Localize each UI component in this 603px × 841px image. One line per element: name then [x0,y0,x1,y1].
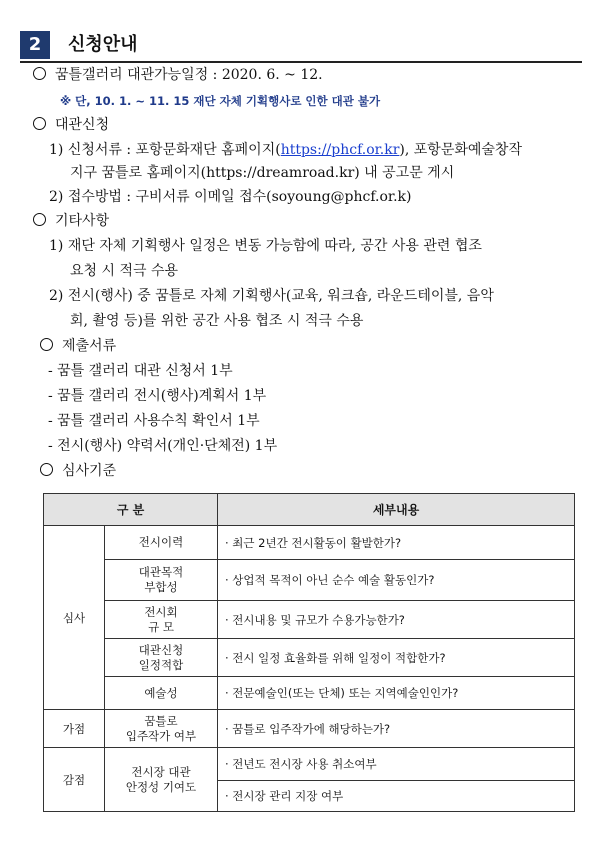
application-heading [33,115,109,135]
table-row [44,748,575,781]
circle-bullet-icon [40,463,53,476]
table-row [44,526,575,560]
table-row [44,677,575,710]
criteria-table [43,493,575,812]
row-desc: · 꿈틀로 입주작가에 해당하는가? [218,710,575,748]
circle-bullet-icon [33,67,46,80]
table-row [44,639,575,677]
circle-bullet-icon [33,213,46,226]
row-desc: · 전시장 관리 지장 여부 [218,781,575,812]
row-desc: · 최근 2년간 전시활동이 활발한가? [218,526,575,560]
row-desc: · 전문예술인(또는 단체) 또는 지역예술인인가? [218,677,575,710]
documents-line-2: 지구 꿈틀로 홈페이지(https://dreamroad.kr) 내 공고문 게시 [70,165,455,181]
section-number: 2 [20,31,50,59]
section-title: 신청안내 [68,34,138,55]
category-bonus: 가점 [44,710,105,748]
misc-item-1: 1) 재단 자체 기획행사 일정은 변동 가능함에 따라, 공간 사용 관련 협조 [49,238,482,254]
table-row [44,710,575,748]
misc-heading-text: 기타사항 [55,213,110,229]
table-row [44,560,575,601]
row-item: 예술성 [105,677,218,710]
phcf-link[interactable]: https://phcf.or.kr [280,142,400,158]
row-item: 전시이력 [105,526,218,560]
header-category: 구 분 [44,494,218,526]
table-header-row [44,494,575,526]
row-item: 대관목적 부합성 [105,560,218,601]
submission-method: 2) 접수방법 : 구비서류 이메일 접수(soyoung@phcf.or.k) [49,189,412,205]
doc-item-2: - 꿈틀 갤러리 전시(행사)계획서 1부 [48,388,267,404]
misc-heading [33,211,109,231]
doc-item-4: - 전시(행사) 약력서(개인·단체전) 1부 [48,438,278,454]
submission-docs-heading-text: 제출서류 [62,338,117,354]
row-item: 꿈틀로 입주작가 여부 [105,710,218,748]
table-row [44,601,575,639]
documents-text-b: ), 포항문화예술창작 [399,142,522,158]
documents-text-a: 1) 신청서류 : 포항문화재단 홈페이지( [49,142,281,158]
misc-item-2: 2) 전시(행사) 중 꿈틀로 자체 기획행사(교육, 워크숍, 라운드테이블, 음악 [49,288,494,304]
availability-text: 꿈틀갤러리 대관가능일정 : 2020. 6. ~ 12. [55,67,323,83]
header-details: 세부내용 [218,494,575,526]
section-divider [20,61,582,63]
availability-line [33,65,323,85]
row-desc: · 전년도 전시장 사용 취소여부 [218,748,575,781]
row-item: 전시회 규 모 [105,601,218,639]
section-header [20,31,582,59]
availability-note: ※ 단, 10. 1. ~ 11. 15 재단 자체 기획행사로 인한 대관 불가 [60,94,381,108]
misc-item-1-cont: 요청 시 적극 수용 [70,263,179,279]
circle-bullet-icon [40,338,53,351]
application-heading-text: 대관신청 [55,117,110,133]
category-minus: 감점 [44,748,105,812]
doc-item-3: - 꿈틀 갤러리 사용수칙 확인서 1부 [48,413,260,429]
circle-bullet-icon [33,117,46,130]
row-item: 전시장 대관 안정성 기여도 [105,748,218,812]
row-desc: · 전시 일정 효율화를 위해 일정이 적합한가? [218,639,575,677]
misc-item-2-cont: 회, 촬영 등)를 위한 공간 사용 협조 시 적극 수용 [70,313,364,329]
row-desc: · 상업적 목적이 아닌 순수 예술 활동인가? [218,560,575,601]
row-desc: · 전시내용 및 규모가 수용가능한가? [218,601,575,639]
submission-docs-heading [40,336,116,356]
row-item: 대관신청 일정적합 [105,639,218,677]
category-review: 심사 [44,526,105,710]
doc-item-1: - 꿈틀 갤러리 대관 신청서 1부 [48,363,233,379]
criteria-heading-text: 심사기준 [62,463,117,479]
criteria-heading [40,461,116,481]
documents-line [49,140,579,160]
